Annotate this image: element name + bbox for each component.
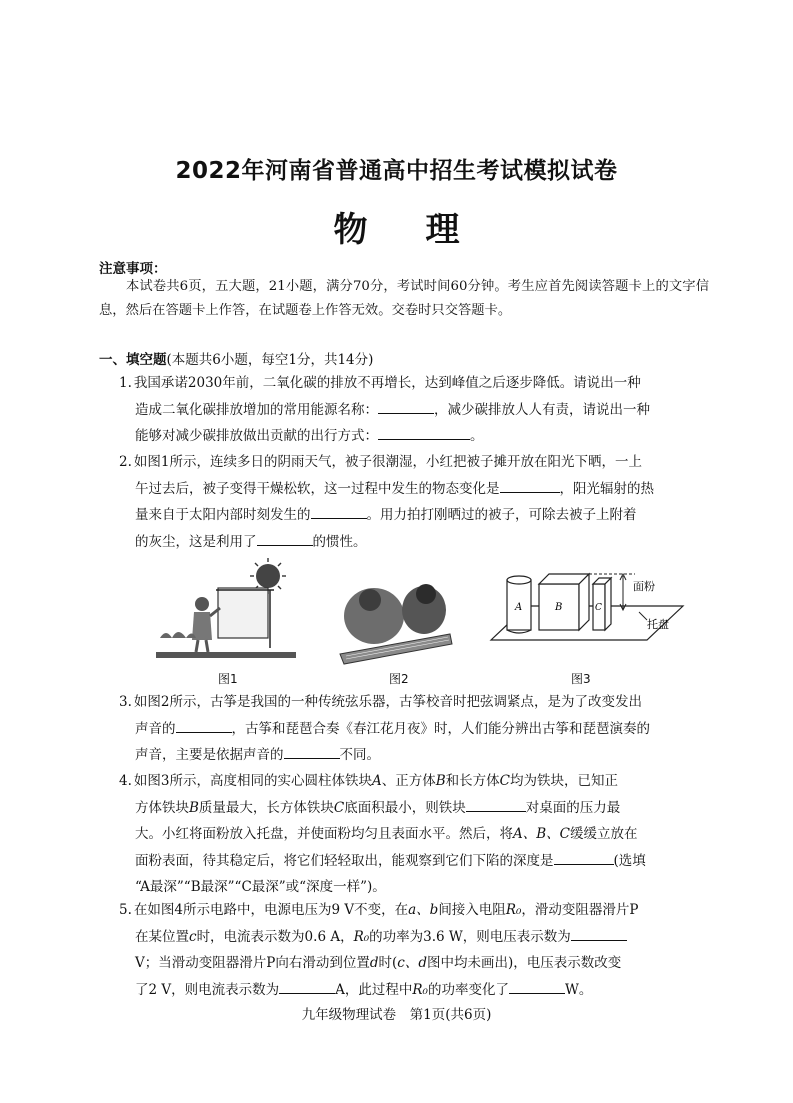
- var-b: B: [189, 799, 199, 816]
- q5-text: W。: [564, 981, 593, 998]
- var-r0: R₀: [353, 928, 370, 945]
- q3-line1: 如图2所示，古筝是我国的一种传统弦乐器，古筝校音时把弦调紧点，是为了改变发出: [133, 694, 642, 710]
- q5-text: 了2 V，则电流表示数为: [135, 981, 280, 998]
- q5-text: 在如图4所示电路中，电源电压为9 V不变，在: [133, 902, 409, 918]
- section-label: 一、填空题: [99, 352, 167, 368]
- answer-blank[interactable]: [500, 478, 560, 493]
- var-b: B: [435, 773, 446, 789]
- figure-row: [0, 556, 793, 686]
- page-footer: 九年级物理试卷 第1页(共6页): [301, 1007, 492, 1023]
- var-a: A: [371, 773, 382, 789]
- answer-blank[interactable]: [176, 718, 232, 733]
- q2-line3b: 。用力拍打刚晒过的被子，可除去被子上附着: [366, 507, 637, 523]
- q4-text: (选填: [613, 852, 646, 869]
- q4-text: “A最深”“B最深”“C最深”或“深度一样”)。: [135, 879, 386, 895]
- answer-blank[interactable]: [378, 399, 434, 414]
- label-a: A: [515, 602, 523, 613]
- figure-1-caption: 图1: [218, 672, 238, 686]
- label-b: B: [555, 602, 563, 613]
- var-c: C: [499, 773, 510, 789]
- q5-text: 图中均未画出)，电压表示数改变: [426, 955, 622, 971]
- q4-text: 均为铁块，已知正: [510, 773, 618, 789]
- q4-text: 缓缓立放在: [570, 826, 638, 842]
- figure-2-guzheng-photo: [334, 576, 456, 666]
- notice-heading: 注意事项：: [99, 261, 167, 277]
- q1-line2a: 造成二氧化碳排放增加的常用能源名称：: [135, 401, 378, 418]
- figure-3-caption: 图3: [571, 672, 591, 686]
- answer-blank[interactable]: [466, 797, 526, 812]
- cylinder-a: [507, 576, 531, 633]
- answer-blank[interactable]: [378, 425, 470, 440]
- subject-title: 物理: [333, 210, 518, 250]
- var-ab: a、b: [408, 902, 439, 918]
- figure-1-sun-quilt: [150, 556, 300, 664]
- q4-text: 如图3所示，高度相同的实心圆柱体铁块: [133, 773, 372, 789]
- answer-blank[interactable]: [554, 850, 614, 865]
- exam-title: 2022年河南省普通高中招生考试模拟试卷: [175, 158, 618, 184]
- question-number: 2.: [119, 454, 132, 470]
- girl-figure: [192, 597, 220, 652]
- notice-body: 本试卷共6页，五大题，21小题，满分70分，考试时间60分钟。考生应首先阅读答题卡上的文字信息，然后在答题卡上作答，在试题卷上作答无效。交卷时只交答题卡。: [99, 279, 709, 318]
- q2-line2b: ，阳光辐射的热: [559, 480, 654, 497]
- var-cd: c、d: [397, 955, 427, 971]
- question-4: [119, 768, 697, 901]
- q5-text: 时，电流表示数为0.6 A，: [196, 928, 354, 945]
- question-5: [119, 897, 697, 1003]
- cube-b: [539, 574, 589, 630]
- section-note: (本题共6小题，每空1分，共14分): [166, 352, 374, 368]
- q1-line3a: 能够对减少碳排放做出贡献的出行方式：: [135, 428, 378, 444]
- q4-text: 底面积最小，则铁块: [344, 799, 466, 816]
- answer-blank[interactable]: [509, 979, 565, 994]
- question-number: 5.: [119, 902, 132, 918]
- q2-line4a: 的灰尘，这是利用了: [135, 533, 257, 550]
- q4-text: 方体铁块: [135, 799, 189, 816]
- q5-text: 间接入电阻: [438, 902, 506, 918]
- var-c: C: [333, 799, 345, 816]
- q5-text: 时(: [378, 955, 398, 971]
- answer-blank[interactable]: [257, 531, 313, 546]
- q1-line2b: ，减少碳排放人人有责，请说出一种: [434, 401, 650, 418]
- var-d: d: [369, 955, 379, 971]
- question-number: 1.: [119, 375, 132, 391]
- answer-blank[interactable]: [571, 926, 627, 941]
- q2-line2a: 午过去后，被子变得干燥松软，这一过程中发生的物态变化是: [135, 480, 500, 497]
- q5-text: 在某位置: [135, 928, 189, 945]
- question-2: [119, 449, 697, 555]
- answer-blank[interactable]: [311, 504, 367, 519]
- figure-3-iron-blocks: [485, 566, 685, 648]
- answer-blank[interactable]: [284, 744, 340, 759]
- q2-line4b: 的惯性。: [312, 533, 367, 550]
- q4-text: 大。小红将面粉放入托盘，并使面粉均匀且表面水平。然后，将: [135, 826, 513, 842]
- var-r0: R₀: [412, 981, 428, 998]
- question-1: [119, 370, 697, 450]
- q3-line2b: ，古筝和琵琶合奏《春江花月夜》时，人们能分辨出古筝和琵琶演奏的: [231, 720, 650, 737]
- question-number: 4.: [119, 773, 132, 789]
- q3-line3a: 声音，主要是依据声音的: [135, 747, 284, 763]
- question-3: [119, 689, 697, 769]
- q5-text: A，此过程中: [335, 981, 413, 998]
- answer-blank[interactable]: [279, 979, 335, 994]
- q3-line3b: 不同。: [339, 747, 380, 763]
- q4-text: 面粉表面，待其稳定后，将它们轻轻取出，能观察到它们下陷的深度是: [135, 852, 554, 869]
- label-c: C: [595, 603, 602, 613]
- q5-text: ，滑动变阻器滑片P: [521, 902, 639, 918]
- q3-line2a: 声音的: [135, 720, 176, 737]
- question-number: 3.: [119, 694, 132, 710]
- label-tray: 托盘: [647, 618, 669, 631]
- cuboid-c: [593, 578, 611, 630]
- q5-text: 的功率变化了: [427, 981, 509, 998]
- q4-text: 对桌面的压力最: [525, 799, 621, 816]
- q1-line3b: 。: [470, 428, 484, 444]
- q4-text: 质量最大，长方体铁块: [198, 799, 334, 816]
- q4-text: 、正方体: [381, 773, 436, 789]
- q2-line1: 如图1所示，连续多日的阴雨天气，被子很潮湿，小红把被子摊开放在阳光下晒，一上: [133, 454, 642, 470]
- var-r0: R₀: [505, 902, 522, 918]
- q2-line3a: 量来自于太阳内部时刻发生的: [135, 507, 311, 523]
- q5-text: 的功率为3.6 W，则电压表示数为: [369, 928, 571, 945]
- label-flour: 面粉: [633, 580, 655, 593]
- q5-text: V；当滑动变阻器滑片P向右滑动到位置: [135, 955, 370, 971]
- section-heading: [99, 348, 373, 368]
- var-c: c: [189, 928, 197, 945]
- q4-text: 和长方体: [445, 773, 500, 789]
- var-abc: A、B、C: [513, 826, 570, 842]
- quilt-shape: [218, 588, 268, 638]
- q1-line1: 我国承诺2030年前，二氧化碳的排放不再增长，达到峰值之后逐步降低。请说出一种: [133, 375, 641, 391]
- figure-2-caption: 图2: [389, 672, 409, 686]
